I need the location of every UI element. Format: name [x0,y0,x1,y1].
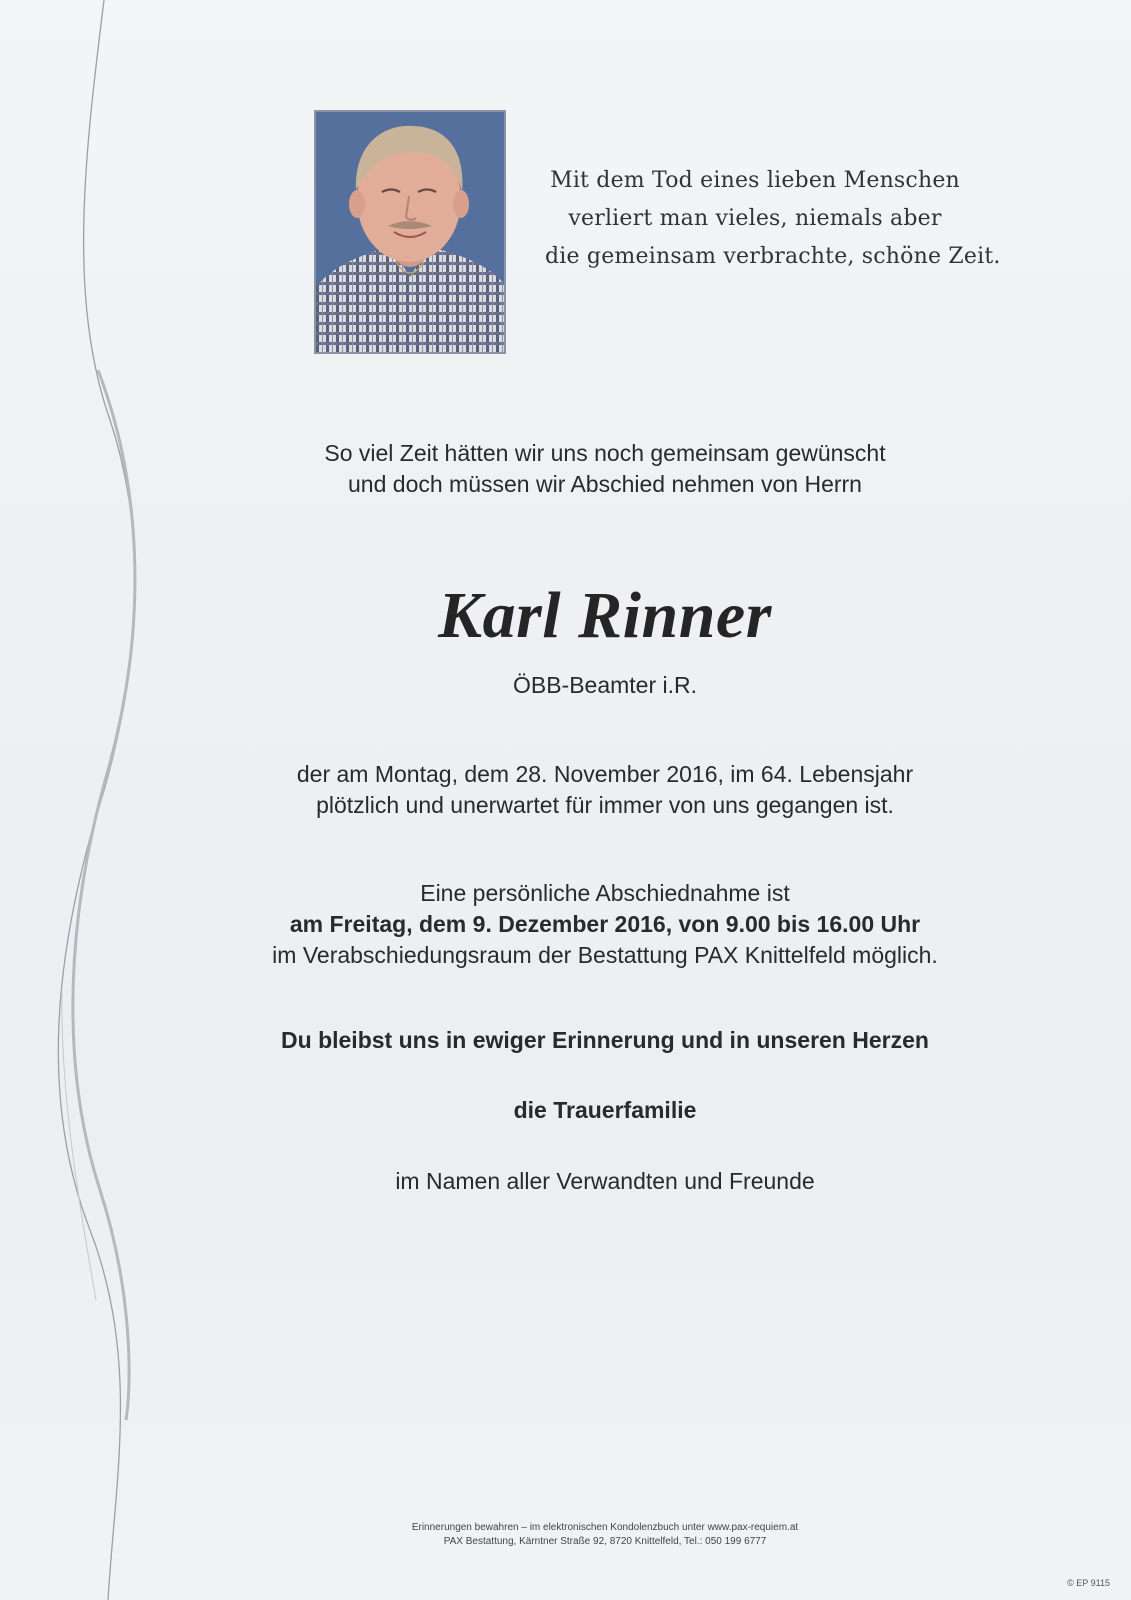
memory-line: Du bleibst uns in ewiger Erinnerung und in unseren Herzen [281,1027,929,1053]
footer [205,1521,1005,1549]
quote-line: verliert man vieles, niemals aber [568,206,942,231]
footer-condolence-line: Erinnerungen bewahren – im elektronischen Kondolenzbuch unter www.pax-requiem.at [411,1522,799,1533]
footer-address-line: PAX Bestattung, Kärntner Straße 92, 8720 Knittelfeld, Tel.: 050 199 6777 [443,1536,767,1547]
intro-line: und doch müssen wir Abschied nehmen von Herrn [348,471,862,497]
swoosh-line-outer [58,0,135,1600]
farewell-intro: Eine persönliche Abschiednahme ist [420,880,790,906]
portrait-photo [314,110,506,354]
deceased-occupation: ÖBB-Beamter i.R. [512,672,698,698]
quote-line: Mit dem Tod eines lieben Menschen [550,168,960,193]
death-line: plötzlich und unerwartet für immer von uns gegangen ist. [316,792,894,818]
portrait-left-ear [349,190,365,218]
decorative-swoosh [0,0,200,1600]
farewell-location: im Verabschiedungsraum der Bestattung PAX Knittelfeld möglich. [272,942,938,968]
quote-line: die gemeinsam verbrachte, schöne Zeit. [545,244,1001,269]
deceased-name: Karl Rinner [438,579,772,652]
family-signature: die Trauerfamilie [513,1097,697,1123]
intro-line: So viel Zeit hätten wir uns noch gemeinsam gewünscht [324,440,886,466]
memorial-quote [545,162,1001,276]
death-notice [205,759,1005,821]
print-code: © EP 9115 [1067,1578,1110,1588]
farewell-details [205,878,1005,971]
farewell-date: am Freitag, dem 9. Dezember 2016, von 9.00 bis 16.00 Uhr [289,911,921,937]
portrait-right-ear [453,190,469,218]
death-line: der am Montag, dem 28. November 2016, im 64. Lebensjahr [296,761,914,787]
intro-text [205,438,1005,500]
relatives-line: im Namen aller Verwandten und Freunde [395,1168,815,1194]
swoosh-line-inner [73,370,135,1420]
